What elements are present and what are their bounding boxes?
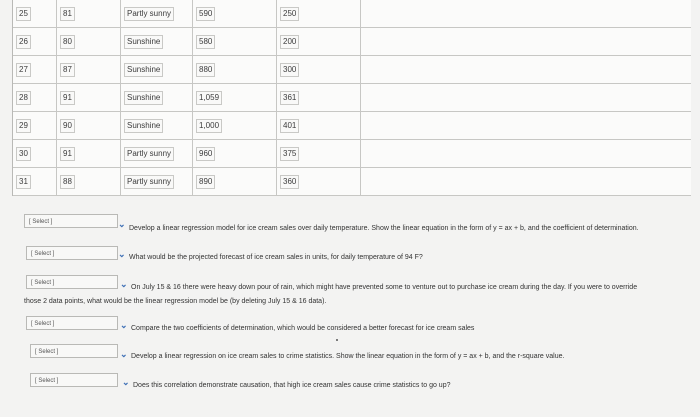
question-2-text: What would be the projected forecast of ice cream sales in units, for daily temperature of 94 F? <box>129 254 423 261</box>
crime-cell: 360 <box>277 168 361 195</box>
chevron-down-icon[interactable]: ⌄ <box>120 320 128 330</box>
chevron-down-icon[interactable]: ⌄ <box>120 279 128 289</box>
crime-cell: 200 <box>277 28 361 55</box>
day-cell: 26 <box>13 28 57 55</box>
empty-cell <box>361 168 691 195</box>
day-cell: 31 <box>13 168 57 195</box>
sales-cell: 580 <box>193 28 277 55</box>
empty-cell <box>361 0 691 27</box>
weather-cell: Partly sunny <box>121 0 193 27</box>
sales-cell: 880 <box>193 56 277 83</box>
answer-select-3[interactable]: [ Select ] <box>26 275 118 289</box>
temperature-cell: 87 <box>57 56 121 83</box>
weather-cell: Sunshine <box>121 112 193 139</box>
crime-cell: 250 <box>277 0 361 27</box>
data-table <box>12 0 691 196</box>
empty-cell <box>361 56 691 83</box>
answer-select-5[interactable]: [ Select ] <box>30 344 118 358</box>
temperature-cell: 80 <box>57 28 121 55</box>
crime-cell: 375 <box>277 140 361 167</box>
temperature-cell: 91 <box>57 140 121 167</box>
stray-dot <box>336 339 338 341</box>
answer-select-1[interactable]: [ Select ] <box>24 214 118 228</box>
crime-cell: 361 <box>277 84 361 111</box>
day-cell: 28 <box>13 84 57 111</box>
question-3-text: On July 15 & 16 there were heavy down pour of rain, which might have prevented some to venture out to purchase ice cream during the day. If you were to override <box>131 284 638 291</box>
day-cell: 25 <box>13 0 57 27</box>
temperature-cell: 90 <box>57 112 121 139</box>
sales-cell: 590 <box>193 0 277 27</box>
day-cell: 30 <box>13 140 57 167</box>
empty-cell <box>361 28 691 55</box>
day-cell: 27 <box>13 56 57 83</box>
sales-cell: 1,059 <box>193 84 277 111</box>
question-6-text: Does this correlation demonstrate causation, that high ice cream sales cause crime statistics to go up? <box>133 382 451 389</box>
question-1-text: Develop a linear regression model for ice cream sales over daily temperature. Show the linear equation in the form of y = ax + b, and the coefficient of determination. <box>129 225 639 232</box>
table-row <box>13 28 691 56</box>
day-cell: 29 <box>13 112 57 139</box>
answer-select-4[interactable]: [ Select ] <box>26 316 118 330</box>
table-row <box>13 84 691 112</box>
weather-cell: Partly sunny <box>121 168 193 195</box>
crime-cell: 401 <box>277 112 361 139</box>
answer-select-6[interactable]: [ Select ] <box>30 373 118 387</box>
chevron-down-icon[interactable]: ⌄ <box>120 349 128 359</box>
chevron-down-icon[interactable]: ⌄ <box>118 249 126 259</box>
empty-cell <box>361 140 691 167</box>
table-row <box>13 140 691 168</box>
table-row <box>13 56 691 84</box>
question-3-text-continued: those 2 data points, what would be the linear regression model be (by deleting July 15 & 16 data). <box>24 298 327 305</box>
question-4-text: Compare the two coefficients of determination, which would be considered a better forecast for ice cream sales <box>131 325 475 332</box>
answer-select-2[interactable]: [ Select ] <box>26 246 118 260</box>
table-row <box>13 168 691 196</box>
temperature-cell: 81 <box>57 0 121 27</box>
temperature-cell: 91 <box>57 84 121 111</box>
weather-cell: Partly sunny <box>121 140 193 167</box>
table-row <box>13 0 691 28</box>
temperature-cell: 88 <box>57 168 121 195</box>
question-5-text: Develop a linear regression on ice cream sales to crime statistics. Show the linear equation in the form of y = ax + b, and the r-square value. <box>131 353 565 360</box>
weather-cell: Sunshine <box>121 28 193 55</box>
weather-cell: Sunshine <box>121 84 193 111</box>
empty-cell <box>361 112 691 139</box>
table-row <box>13 112 691 140</box>
chevron-down-icon[interactable]: ⌄ <box>122 377 130 387</box>
sales-cell: 1,000 <box>193 112 277 139</box>
sales-cell: 960 <box>193 140 277 167</box>
weather-cell: Sunshine <box>121 56 193 83</box>
chevron-down-icon[interactable]: ⌄ <box>118 219 126 229</box>
crime-cell: 300 <box>277 56 361 83</box>
sales-cell: 890 <box>193 168 277 195</box>
empty-cell <box>361 84 691 111</box>
